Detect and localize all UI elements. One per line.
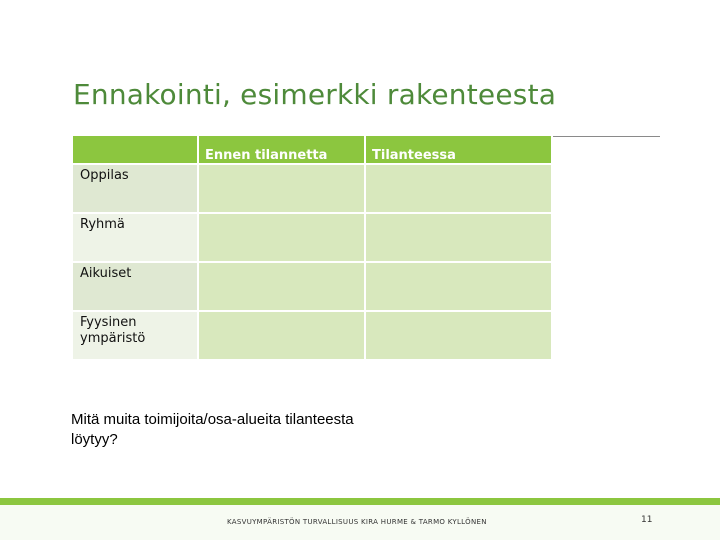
title-divider xyxy=(553,136,660,137)
table-row xyxy=(73,263,551,310)
table-cell xyxy=(199,263,364,310)
row-label-fyysinen-ymparisto: Fyysinen ympäristö xyxy=(73,312,197,359)
table-header-during: Tilanteessa xyxy=(366,136,551,163)
table-header-before: Ennen tilannetta xyxy=(199,136,364,163)
table-cell xyxy=(199,312,364,359)
row-label-ryhma: Ryhmä xyxy=(73,214,197,261)
slide-title: Ennakointi, esimerkki rakenteesta xyxy=(73,78,557,111)
table-cell xyxy=(366,165,551,212)
table-cell xyxy=(366,214,551,261)
table-row xyxy=(73,165,551,212)
slide-footer xyxy=(0,498,720,540)
table-header-corner xyxy=(73,136,197,163)
structure-table xyxy=(71,134,553,361)
footer-credits: KASVUYMPÄRISTÖN TURVALLISUUS KIRA HURME & TARMO KYLLÖNEN xyxy=(227,518,487,526)
table-cell xyxy=(199,165,364,212)
table-cell xyxy=(366,312,551,359)
table-row xyxy=(73,312,551,359)
row-label-oppilas: Oppilas xyxy=(73,165,197,212)
table-cell xyxy=(366,263,551,310)
discussion-question: Mitä muita toimijoita/osa-alueita tilanteesta löytyy? xyxy=(71,411,354,448)
table-header-row xyxy=(73,136,551,163)
row-label-aikuiset: Aikuiset xyxy=(73,263,197,310)
table-row xyxy=(73,214,551,261)
page-number: 11 xyxy=(641,515,653,525)
footer-accent-bar xyxy=(0,498,720,505)
table-cell xyxy=(199,214,364,261)
